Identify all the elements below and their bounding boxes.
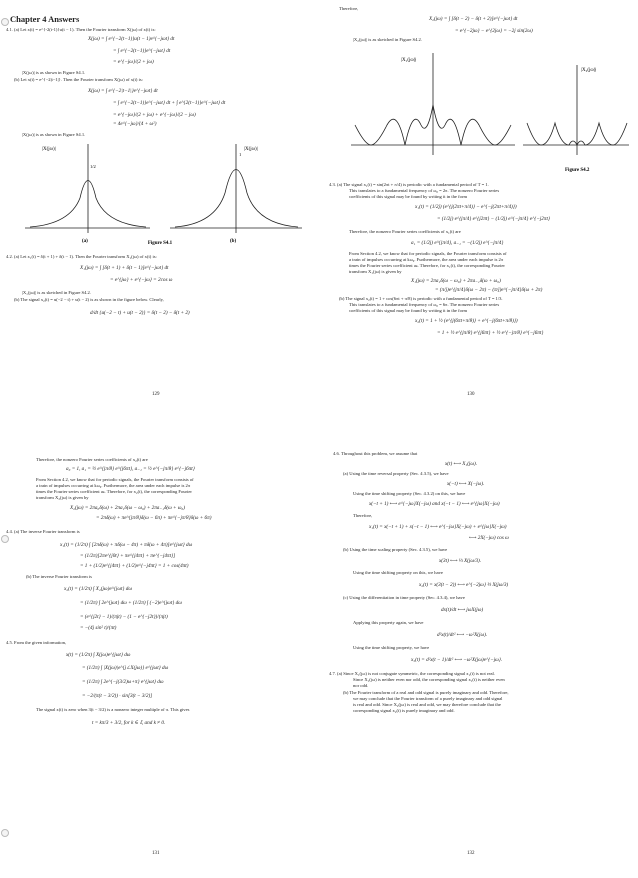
equation: ⟷ 2X(−jω) cos ω [469, 535, 509, 541]
text-line: |X(jω)| is as shown in Figure S4.1. [22, 132, 86, 137]
text-line: (c) Using the differentiation in time property (Sec. 4.3.4), we have [343, 595, 465, 600]
text-line: Therefore, the nonzero Fourier series coefficients of x₁(t) are [349, 229, 461, 234]
equation: a₀ = 1, a₁ = ½ e^{jπ/8} e^{j6πt}, a₋₁ = ½ e^{−jπ/8} e^{−j6πt} [66, 466, 195, 472]
binder-hole [1, 829, 9, 837]
equation: = e^{−2jω} − e^{2jω} = −2j sin(2ω) [455, 28, 533, 34]
fig-peak-b: 1 [239, 152, 242, 157]
page-number: 132 [467, 851, 475, 856]
equation: x₁(t) = (1/2π) ∫ [2πδ(ω) + πδ(ω − 4π) + πδ(ω + 4π)]e^{jωt} dω [60, 542, 193, 548]
text-line: transform X₂(jω) is given by [36, 495, 89, 500]
fig-peak-a: 1/2 [90, 164, 96, 169]
text-line: Using the time shifting property (Sec. 4.3.2) on this, we have [353, 491, 466, 496]
equation: x₂(t) = x(3(t − 2)) ⟷ e^{−2jω} ⅓ X(jω/3) [419, 582, 509, 588]
text-line: From Section 4.2, we know that for periodic signals, the Fourier transform consists of [36, 477, 194, 482]
equation: = ∫ e^{−2(t−1)}e^{−jωt} dt [113, 48, 171, 54]
fig-ylabel-1: |X₁(jω)| [401, 58, 417, 63]
text-line: Therefore, the nonzero Fourier series coefficients of x₂(t) are [36, 457, 148, 462]
text-line: is real and odd. Since X₂(jω) is real and odd, we may therefore conclude that the [353, 702, 501, 707]
text-line: we may conclude that the Fourier transform of a purely imaginary and odd signal [353, 696, 503, 701]
page-number: 130 [467, 392, 475, 397]
equation: X₂(jω) = 2πa₀δ(ω) + 2πa₁δ(ω − ω₀) + 2πa₋₁δ(ω + ω₀) [70, 505, 186, 511]
page-132 [319, 439, 638, 878]
figure-s4-2 [347, 45, 632, 175]
fig-ylabel-2: |X₂(jω)| [581, 68, 597, 73]
equation: = ∫ e^{−2(t−1)}e^{−jωt} dt + ∫ e^{2(t−1)}e^{−jωt} dt [113, 100, 226, 106]
text-line: (b) The inverse Fourier transform is [26, 574, 92, 579]
fig-ylabel-b: |X(jω)| [244, 147, 258, 152]
equation: = (e^{j2t} − 1)/(πjt) − (1 − e^{−j2t})/(πjt) [80, 614, 168, 620]
text-line: 4.7. (a) Since X₁(jω) is not conjugate symmetric, the corresponding signal x₁(t) is not real. [329, 671, 495, 676]
text-line: 4.2. (a) Let x₁(t) = δ(t + 1) + δ(t − 1). Then the Fourier transform X₁(jω) of x(t) is: [6, 254, 157, 259]
equation: = (π/j)e^{jπ/4}δ(ω − 2π) − (π/j)e^{−jπ/4}δ(ω + 2π) [435, 287, 543, 293]
page-130 [319, 0, 638, 439]
fig-caption: Figure S4.1 [147, 241, 173, 246]
text-line: times the Fourier series coefficient aₖ. Therefore, for x₂(t), the corresponding Fourier [36, 489, 192, 494]
equation: x(t) ⟷ X₁(jω). [445, 461, 478, 467]
text-line: This translates to a fundamental frequency of ω₀ = 2π. The nonzero Fourier series [349, 188, 500, 193]
equation: = −2/(π(t − 3/2)) · sin[3(t − 3/2)] [82, 693, 153, 699]
text-line: From Section 4.2, we know that for periodic signals, the Fourier transform consists of [349, 251, 507, 256]
equation: = (1/2π) ∫ 2e^{−j(3/2)ω+π} e^{jωt} dω [82, 679, 164, 685]
text-line: |X₁(jω)| is as sketched in Figure S4.2. [22, 290, 91, 295]
equation: = 2πδ(ω) + πe^{jπ/8}δ(ω − 6π) + πe^{−jπ/8}δ(ω + 6π) [96, 515, 212, 521]
text-line: (b) The Fourier transform of a real and odd signal is purely imaginary and odd. Therefore, [343, 690, 509, 695]
text-line: |X(jω)| is as shown in Figure S4.1. [22, 70, 86, 75]
text-line: Since X₁(jω) is neither even nor odd, the corresponding signal x₁(t) is neither even [353, 677, 505, 682]
equation: x₂(t) = (1/2π) ∫ X₂(jω)e^{jωt} dω [64, 586, 133, 592]
equation: d²x(t)/dt² ⟷ −ω²X(jω). [437, 632, 488, 638]
text-line: (a) Using the time reversal property (Sec. 4.3.5), we have [343, 471, 449, 476]
equation: x(t) = (1/2π) ∫ X(jω)e^{jωt} dω [66, 652, 131, 658]
equation: X₂(jω) = ∫ [δ(t − 2) − δ(t + 2)]e^{−jωt} dt [429, 16, 518, 22]
equation: = (1/2π) ∫ |X(jω)|e^{j∠X(jω)} e^{jωt} dω [82, 665, 169, 671]
text-line: transform X₁(jω) is given by [349, 269, 402, 274]
text-line: coefficients of this signal may be found by writing it in the form [349, 194, 468, 199]
text-line: 4.5. From the given information, [6, 640, 67, 645]
text-line: Using the time shifting property on this, we have [353, 570, 443, 575]
equation: = e^{jω} + e^{−jω} = 2cos ω [110, 277, 173, 283]
chapter-title: Chapter 4 Answers [10, 14, 80, 24]
fig-ylabel-a: |X(jω)| [42, 147, 56, 152]
equation: = e^{−jω}/(2 + jω) [113, 59, 154, 65]
text-line: Therefore, [353, 513, 373, 518]
equation: = −(4j sin² t)/(πt) [80, 625, 117, 631]
equation: = 4e^{−jω}/(4 + ω²) [113, 121, 157, 127]
text-line: The signal x(t) is zero when 3(t − 3/2) is a nonzero integer multiple of π. This gives [36, 707, 190, 712]
equation: t = kπ/3 + 3/2, for k ∈ 𝕀, and k ≠ 0. [92, 720, 166, 726]
text-line: 4.4. (a) The inverse Fourier transform is [6, 529, 80, 534]
equation: x(3t) ⟷ ⅓ X(jω/3). [439, 558, 482, 564]
text-line: (b) Using the time scaling property (Sec. 4.3.5), we have [343, 547, 448, 552]
equation: = 1 + ½ e^{jπ/8} e^{j6πt} + ½ e^{−jπ/8} e^{−j6πt} [437, 330, 544, 336]
equation: x₂(t) = 1 + ½ (e^{j(6πt+π/8)} + e^{−j(6πt+π/8)}) [415, 318, 518, 324]
text-line: a train of impulses occurring at kω₀. Furthermore, the area under each impulse is 2π [36, 483, 191, 488]
text-line: Using the time shifting property, we have [353, 645, 430, 650]
equation: X₁(jω) = 2πa₁δ(ω − ω₀) + 2πa₋₁δ(ω + ω₀) [411, 278, 501, 284]
page-129 [0, 0, 319, 439]
equation: = e^{−jω}/(2 + jω) + e^{−jω}/(2 − jω) [113, 112, 196, 118]
text-line: coefficients of this signal may be found by writing it in the form [349, 308, 468, 313]
page-number: 129 [152, 392, 160, 397]
equation: x₁(t) = x(−t + 1) + x(−t − 1) ⟷ e^{−jω}X(−jω) + e^{jω}X(−jω) [369, 524, 507, 530]
equation: X(jω) = ∫ e^{−2(t−1)}u(t − 1)e^{−jωt} dt [88, 36, 175, 42]
text-line: This translates to a fundamental frequency of ω₀ = 6π. The nonzero Fourier series [349, 302, 500, 307]
equation: X(jω) = ∫ e^{−2|t−1|}e^{−jωt} dt [88, 88, 158, 94]
text-line: (b) Let x(t) = e^{−2|t−1|}. Then the Fourier transform X(jω) of x(t) is: [14, 77, 143, 82]
text-line: (b) The signal x₂(t) = u(−2 − t) + u(t − 2) is as shown in the figure below. Clearly, [14, 297, 164, 302]
text-line: 4.1. (a) Let x(t) = e^{-2(t-1)}u(t − 1). Then the Fourier transform X(jω) of x(t) is: [6, 27, 156, 32]
text-line: 4.6. Throughout this problem, we assume that [333, 451, 418, 456]
text-line: a train of impulses occurring at kω₀. Furthermore, the area under each impulse is 2π [349, 257, 504, 262]
fig-label-a: (a) [82, 239, 88, 244]
binder-hole [1, 18, 9, 26]
text-line: nor odd. [353, 683, 369, 688]
text-line: Applying this property again, we have [353, 620, 424, 625]
text-line: Therefore, [339, 6, 359, 11]
binder-hole [1, 535, 9, 543]
text-line: times the Fourier series coefficient aₖ. Therefore, for x₁(t), the corresponding Fourier [349, 263, 505, 268]
figure-s4-1 [20, 138, 310, 250]
page-131 [0, 439, 319, 878]
equation: = (1/2j) e^{jπ/4} e^{j2πt} − (1/2j) e^{−jπ/4} e^{−j2πt} [437, 216, 550, 222]
text-line: corresponding signal x₂(t) is purely imaginary and odd. [353, 708, 455, 713]
page-number: 131 [152, 851, 160, 856]
equation: = (1/2π)[2πe^{j0t} + πe^{j4πt} + πe^{−j4πt}] [80, 553, 176, 559]
equation: d/dt {u(−2 − t) + u(t − 2)} = δ(t − 2) − δ(t + 2) [90, 310, 190, 316]
equation: = (1/2π) ∫ 2e^{jωt} dω + (1/2π) ∫ (−2)e^{jωt} dω [80, 600, 182, 606]
fig-caption: Figure S4.2 [565, 168, 590, 173]
text-line: 4.3. (a) The signal x₁(t) = sin(2πt + π/4) is periodic with a fundamental period of T = 1. [329, 182, 489, 187]
equation: X₁(jω) = ∫ [δ(t + 1) + δ(t − 1)]e^{−jωt} dt [80, 265, 169, 271]
equation: dx(t)/dt ⟷ jωX(jω) [441, 607, 484, 613]
equation: x(−t + 1) ⟷ e^{−jω}X(−jω) and x(−t − 1) ⟷ e^{jω}X(−jω) [369, 501, 500, 507]
text-line: |X₂(jω)| is as sketched in Figure S4.2. [353, 37, 422, 42]
fig-label-b: (b) [230, 239, 237, 244]
equation: x₁(t) = (1/2j) (e^{j(2πt+π/4)} − e^{−j(2πt+π/4)}) [415, 204, 517, 210]
equation: = 1 + (1/2)e^{j4πt} + (1/2)e^{−j4πt} = 1 + cos(4πt) [80, 563, 189, 569]
equation: x₃(t) = d²x(t − 1)/dt² ⟷ −ω²X(jω)e^{−jω}. [411, 657, 503, 663]
equation: a₁ = (1/2j) e^{jπ/4}, a₋₁ = −(1/2j) e^{−jπ/4} [411, 240, 504, 246]
equation: x(−t) ⟷ X(−jω). [447, 481, 485, 487]
text-line: (b) The signal x₂(t) = 1 + cos(6πt + π/8) is periodic with a fundamental period of T = 1/3. [339, 296, 503, 301]
